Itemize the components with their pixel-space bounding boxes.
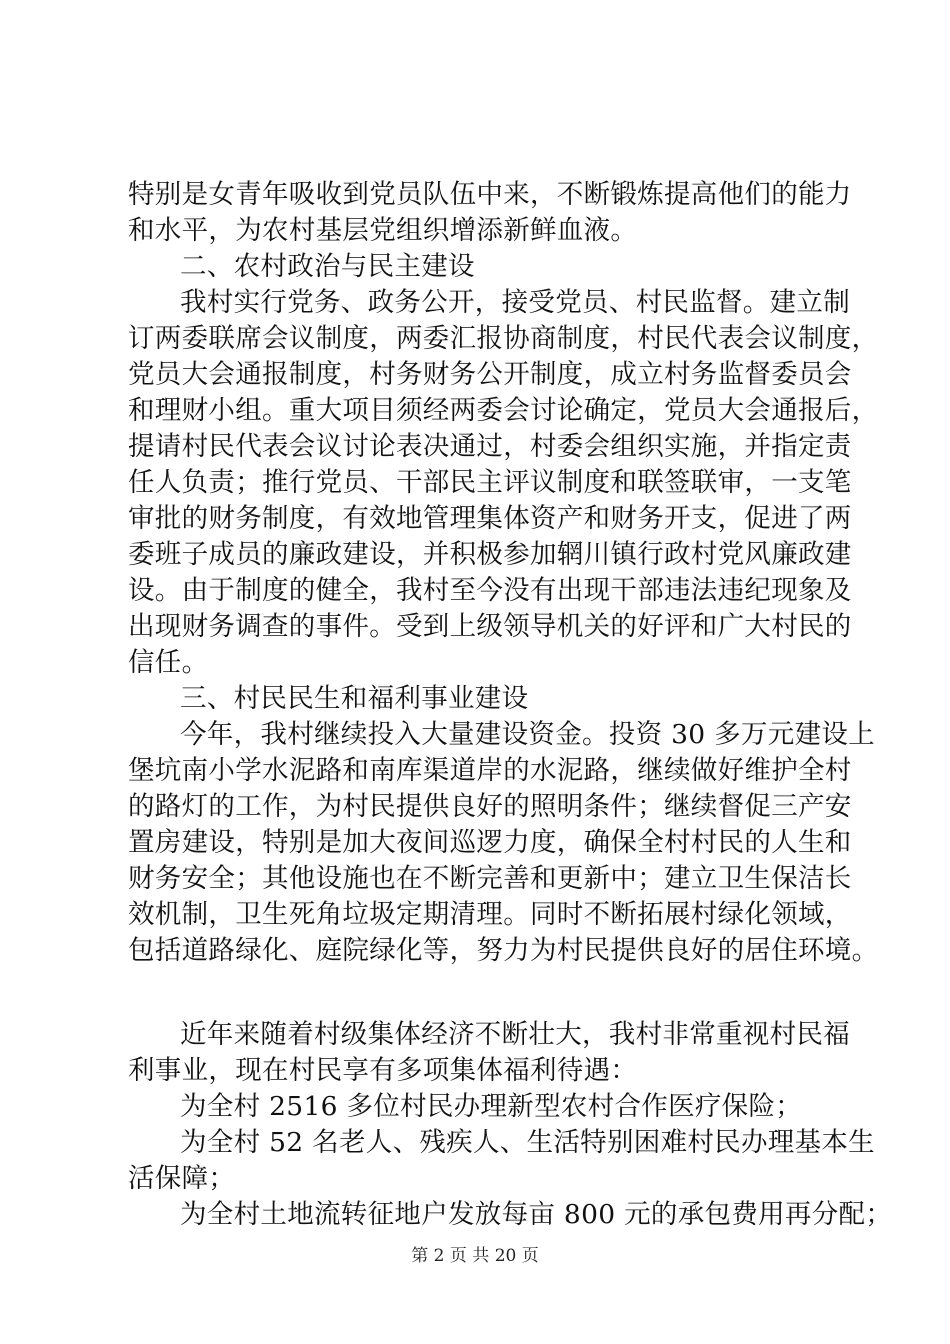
body-line: 近年来随着村级集体经济不断壮大，我村非常重视村民福 [180, 1019, 850, 1050]
body-line: 特别是女青年吸收到党员队伍中来，不断锻炼提高他们的能力 [128, 179, 852, 210]
section-heading: 三、村民民生和福利事业建设 [180, 683, 529, 714]
page-number: 第 2 页 共 20 页 [411, 1246, 539, 1266]
body-line: 今年，我村继续投入大量建设资金。投资 30 多万元建设上 [180, 719, 875, 750]
body-line: 和理财小组。重大项目须经两委会讨论确定，党员大会通报后， [128, 395, 879, 426]
list-item: 为全村 2516 多位村民办理新型农村合作医疗保险； [180, 1091, 803, 1122]
list-item: 为全村土地流转征地户发放每亩 800 元的承包费用再分配； [180, 1199, 893, 1230]
body-line: 审批的财务制度，有效地管理集体资产和财务开支，促进了两 [128, 503, 852, 534]
body-line: 我村实行党务、政务公开，接受党员、村民监督。建立制 [180, 287, 850, 318]
body-line: 任人负责；推行党员、干部民主评议制度和联签联审，一支笔 [128, 467, 852, 498]
body-line: 财务安全；其他设施也在不断完善和更新中；建立卫生保洁长 [128, 863, 852, 894]
body-line: 订两委联席会议制度，两委汇报协商制度，村民代表会议制度， [128, 323, 879, 354]
body-line: 出现财务调查的事件。受到上级领导机关的好评和广大村民的 [128, 611, 852, 642]
body-line: 利事业，现在村民享有多项集体福利待遇： [128, 1055, 638, 1086]
body-line: 效机制，卫生死角垃圾定期清理。同时不断拓展村绿化领域， [128, 899, 852, 930]
section-heading: 二、农村政治与民主建设 [180, 251, 475, 282]
body-line: 党员大会通报制度，村务财务公开制度，成立村务监督委员会 [128, 359, 852, 390]
body-line: 提请村民代表会议讨论表决通过，村委会组织实施，并指定责 [128, 431, 852, 462]
body-line: 堡坑南小学水泥路和南库渠道岸的水泥路，继续做好维护全村 [128, 755, 852, 786]
body-line: 和水平，为农村基层党组织增添新鲜血液。 [128, 215, 638, 246]
body-line: 设。由于制度的健全，我村至今没有出现干部违法违纪现象及 [128, 575, 852, 606]
body-line: 置房建设，特别是加大夜间巡逻力度，确保全村村民的人生和 [128, 827, 852, 858]
body-line: 的路灯的工作，为村民提供良好的照明条件；继续督促三产安 [128, 791, 852, 822]
body-line: 信任。 [128, 647, 209, 678]
list-item: 为全村 52 名老人、残疾人、生活特别困难村民办理基本生 [180, 1127, 875, 1158]
body-line: 委班子成员的廉政建设，并积极参加辋川镇行政村党风廉政建 [128, 539, 852, 570]
list-item: 活保障； [128, 1163, 236, 1194]
body-line: 包括道路绿化、庭院绿化等，努力为村民提供良好的居住环境。 [128, 935, 879, 966]
